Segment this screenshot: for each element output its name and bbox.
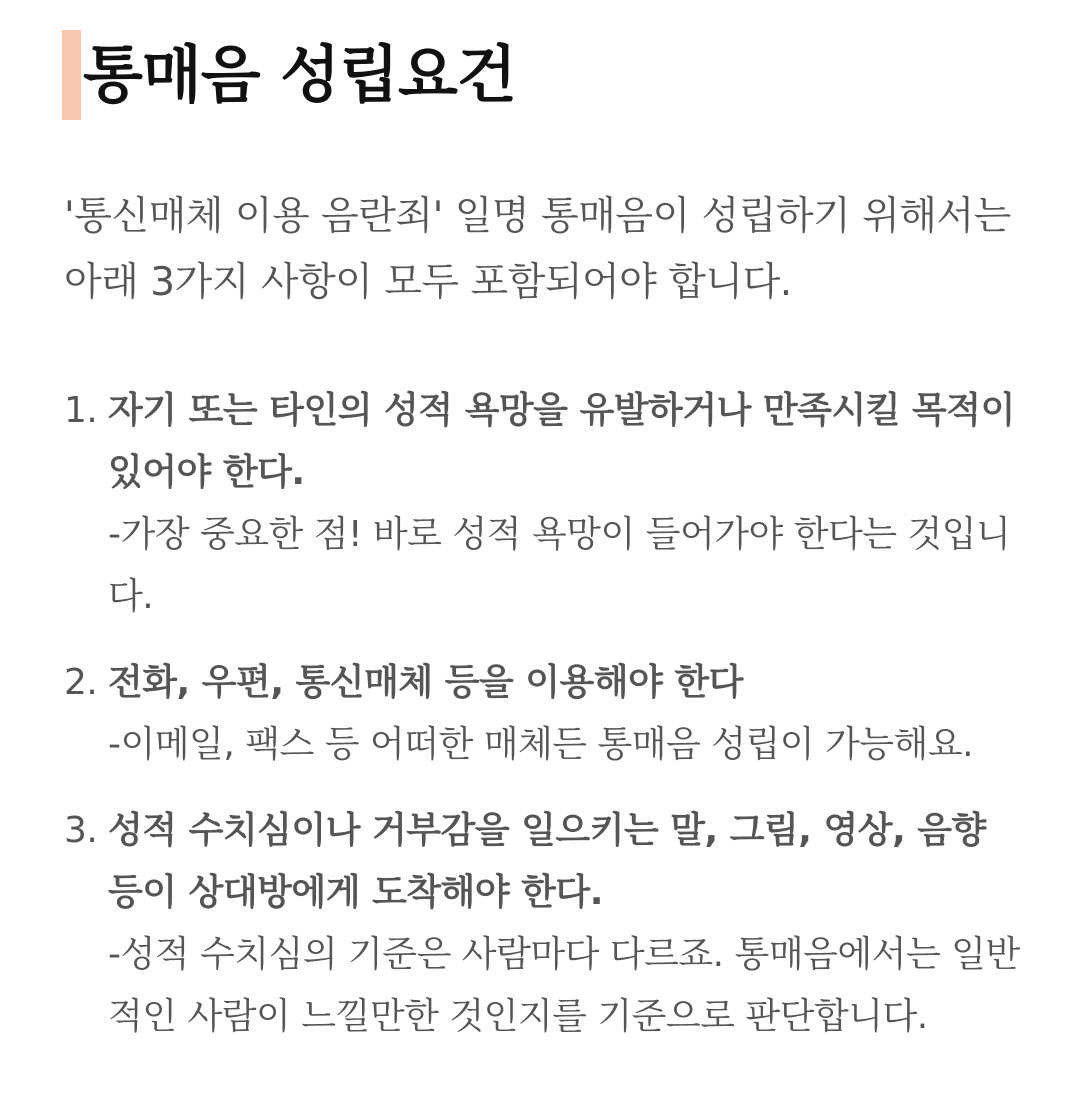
section-heading — [62, 30, 516, 120]
item-number: 1. — [64, 390, 98, 431]
requirement-title: 자기 또는 타인의 성적 욕망을 유발하거나 만족시킬 목적이 있어야 한다. — [108, 390, 1015, 493]
intro-paragraph: '통신매체 이용 음란죄' 일명 통매음이 성립하기 위해서는 아래 3가지 사항이 모두 포함되어야 합니다. — [64, 194, 1011, 305]
requirement-item — [64, 652, 1024, 776]
requirement-description: -가장 중요한 점! 바로 성적 욕망이 들어가야 한다는 것입니다. — [108, 514, 1011, 617]
requirement-description: -성적 수치심의 기준은 사람마다 다르죠. 통매음에서는 일반적인 사람이 느낄만한 것인지를 기준으로 판단합니다. — [108, 934, 1020, 1037]
requirement-description: -이메일, 팩스 등 어떠한 매체든 통매음 성립이 가능해요. — [108, 724, 974, 765]
item-number: 3. — [64, 810, 98, 851]
page-title: 통매음 성립요건 — [83, 38, 516, 111]
requirement-title: 성적 수치심이나 거부감을 일으키는 말, 그림, 영상, 음향 등이 상대방에게 도착해야 한다. — [108, 810, 986, 913]
item-number: 2. — [64, 662, 98, 703]
requirement-item — [64, 380, 1024, 628]
requirement-item — [64, 800, 1024, 1048]
requirement-title: 전화, 우편, 통신매체 등을 이용해야 한다 — [108, 662, 743, 703]
heading-accent-bar — [62, 30, 81, 120]
